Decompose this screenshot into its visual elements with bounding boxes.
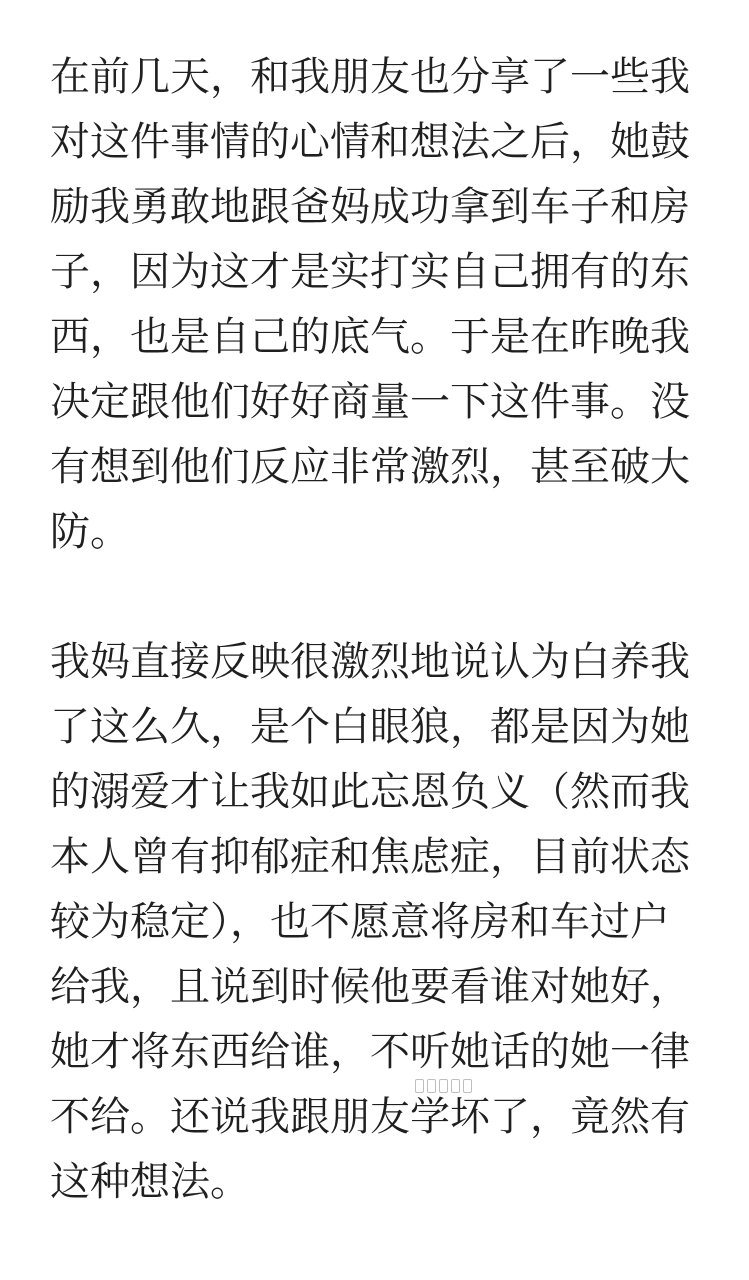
article-paragraph-2: 我妈直接反映很激烈地说认为白养我了这么久，是个白眼狼，都是因为她的溺爱才让我如此忘恩负义（然而我本人曾有抑郁症和焦虑症，目前状态较为稳定），也不愿意将房和车过户给我，且说到时候他要看谁对她好，她才将东西给谁，不听她话的她一律不给。还说我跟朋友学坏了，竟然有这种想法。	[50, 639, 690, 1205]
article-body	[50, 45, 700, 1215]
watermark-icon	[415, 1078, 485, 1094]
article-paragraph-1: 在前几天，和我朋友也分享了一些我对这件事情的心情和想法之后，她鼓励我勇敢地跟爸妈成功拿到车子和房子，因为这才是实打实自己拥有的东西，也是自己的底气。于是在昨晚我决定跟他们好好商量一下这件事。没有想到他们反应非常激烈，甚至破大防。	[50, 54, 690, 555]
